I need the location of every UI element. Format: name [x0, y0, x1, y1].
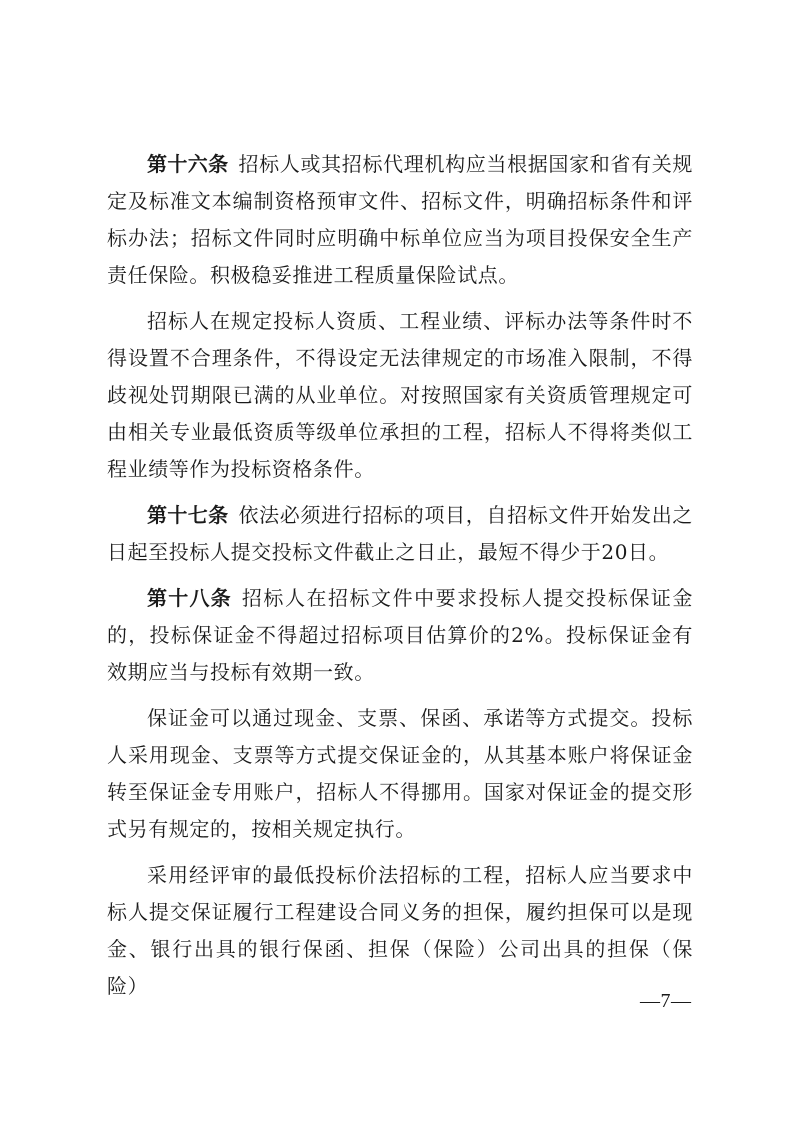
- article-number: 第十七条: [147, 503, 229, 527]
- paragraph-text: 保证金可以通过现金、支票、保函、承诺等方式提交。投标人采用现金、支票等方式提交保证金的，从其基本账户将保证金转至保证金专用账户，招标人不得挪用。国家对保证金的提交形式另有规定的，按相关规定执行。: [107, 706, 693, 841]
- article-number: 第十八条: [147, 586, 232, 610]
- document-body: [107, 146, 693, 1014]
- article-18-continuation-paragraph: [107, 700, 693, 848]
- article-16-paragraph: [107, 146, 693, 294]
- article-text: 招标人在招标文件中要求投标人提交投标保证金的，投标保证金不得超过招标项目估算价的2%。投标保证金有效期应当与投标有效期一致。: [107, 586, 693, 684]
- article-17-paragraph: [107, 497, 693, 571]
- article-16-continuation-paragraph: [107, 303, 693, 488]
- article-text: 招标人或其招标代理机构应当根据国家和省有关规定及标准文本编制资格预审文件、招标文件，明确招标条件和评标办法；招标文件同时应明确中标单位应当为项目投保安全生产责任保险。积极稳妥推进工程质量保险试点。: [107, 152, 694, 287]
- article-18-performance-bond-paragraph: [107, 857, 693, 1005]
- page-number: —7—: [640, 990, 692, 1012]
- paragraph-text: 招标人在规定投标人资质、工程业绩、评标办法等条件时不得设置不合理条件，不得设定无法律规定的市场准入限制，不得歧视处罚期限已满的从业单位。对按照国家有关资质管理规定可由相关专业最低资质等级单位承担的工程，招标人不得将类似工程业绩等作为投标资格条件。: [107, 309, 693, 481]
- article-18-paragraph: [107, 580, 693, 691]
- article-number: 第十六条: [147, 152, 229, 176]
- paragraph-text: 采用经评审的最低投标价法招标的工程，招标人应当要求中标人提交保证履行工程建设合同义务的担保，履约担保可以是现金、银行出具的银行保函、担保（保险）公司出具的担保（保险）: [107, 863, 693, 998]
- article-text: 依法必须进行招标的项目，自招标文件开始发出之日起至投标人提交投标文件截止之日止，最短不得少于20日。: [107, 503, 694, 564]
